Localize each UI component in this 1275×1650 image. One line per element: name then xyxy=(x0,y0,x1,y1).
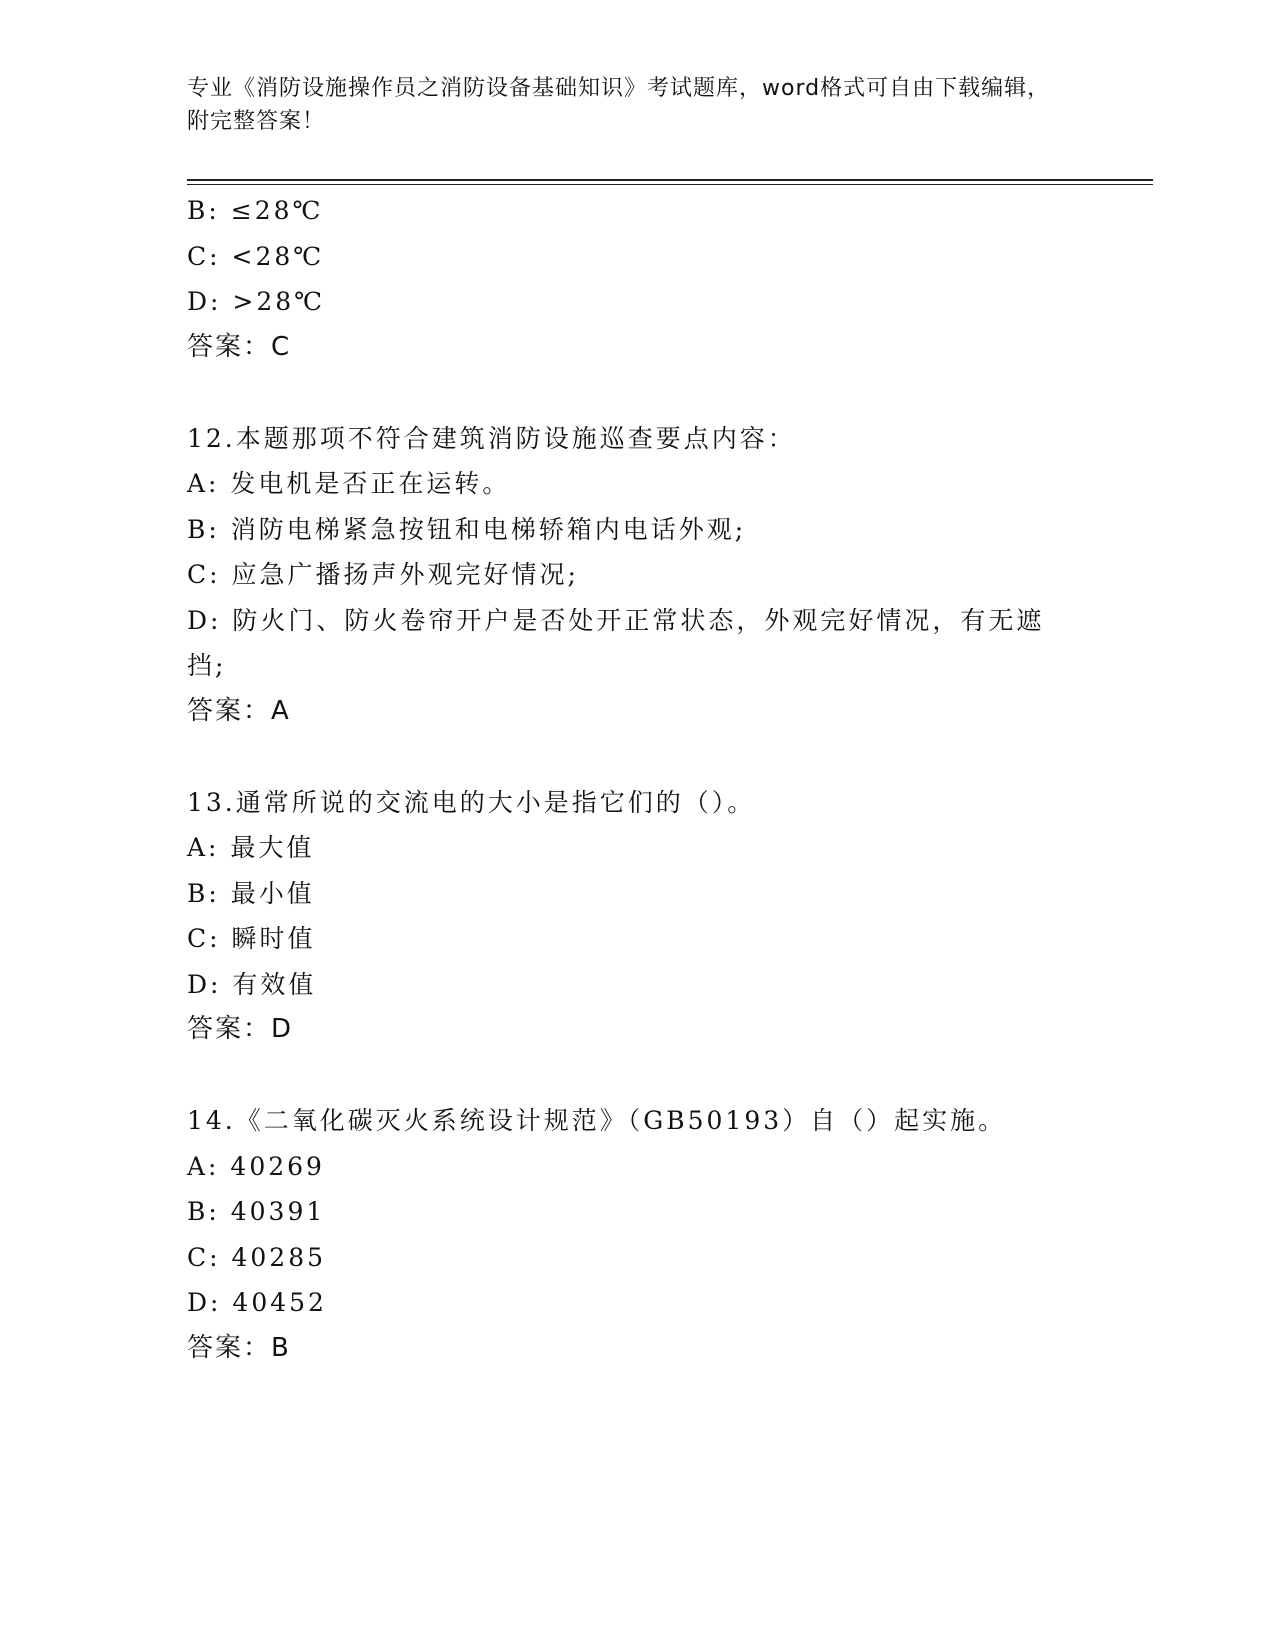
option-d: D: 有效值 xyxy=(187,969,317,999)
option-a: A: 最大值 xyxy=(187,833,315,862)
option-c: C: <28℃ xyxy=(187,241,325,271)
question-stem: 12.本题那项不符合建筑消防设施巡查要点内容： xyxy=(187,423,796,453)
option-c: C: 瞬时值 xyxy=(187,924,316,953)
header-rule-thin xyxy=(187,184,1153,185)
option-d: D: 40452 xyxy=(187,1288,327,1317)
option-c: C: 40285 xyxy=(187,1242,327,1272)
answer-line: 答案：B xyxy=(187,1332,291,1363)
option-d: D: >28℃ xyxy=(187,287,326,316)
answer-line: 答案：D xyxy=(187,1014,294,1044)
option-c: C: 应急广播扬声外观完好情况; xyxy=(187,560,579,589)
option-a: A: 40269 xyxy=(187,1151,325,1181)
spacer xyxy=(187,1053,1087,1099)
question-stem: 13.通常所说的交流电的大小是指它们的（）。 xyxy=(187,787,756,817)
option-a: A: 发电机是否正在运转。 xyxy=(187,469,511,498)
answer-line: 答案：C xyxy=(187,331,292,362)
header-rule-thick xyxy=(187,179,1153,181)
option-d: D: 防火门、防火卷帘开户是否处开正常状态，外观完好情况，有无遮挡; xyxy=(187,605,1045,680)
spacer xyxy=(187,370,1087,416)
question-stem: 14.《二氧化碳灭火系统设计规范》（GB50193）自（）起实施。 xyxy=(187,1106,1007,1135)
option-b: B: 最小值 xyxy=(187,878,315,908)
option-b: B: 消防电梯紧急按钮和电梯轿箱内电话外观; xyxy=(187,514,747,544)
question-content xyxy=(187,188,1087,1371)
spacer xyxy=(187,734,1087,780)
answer-line: 答案：A xyxy=(187,695,291,726)
option-b: B: 40391 xyxy=(187,1197,326,1226)
option-b: B: ≤28℃ xyxy=(187,196,324,225)
document-header: 专业《消防设施操作员之消防设备基础知识》考试题库，word格式可自由下载编辑，附完整答案！ xyxy=(187,76,1051,134)
